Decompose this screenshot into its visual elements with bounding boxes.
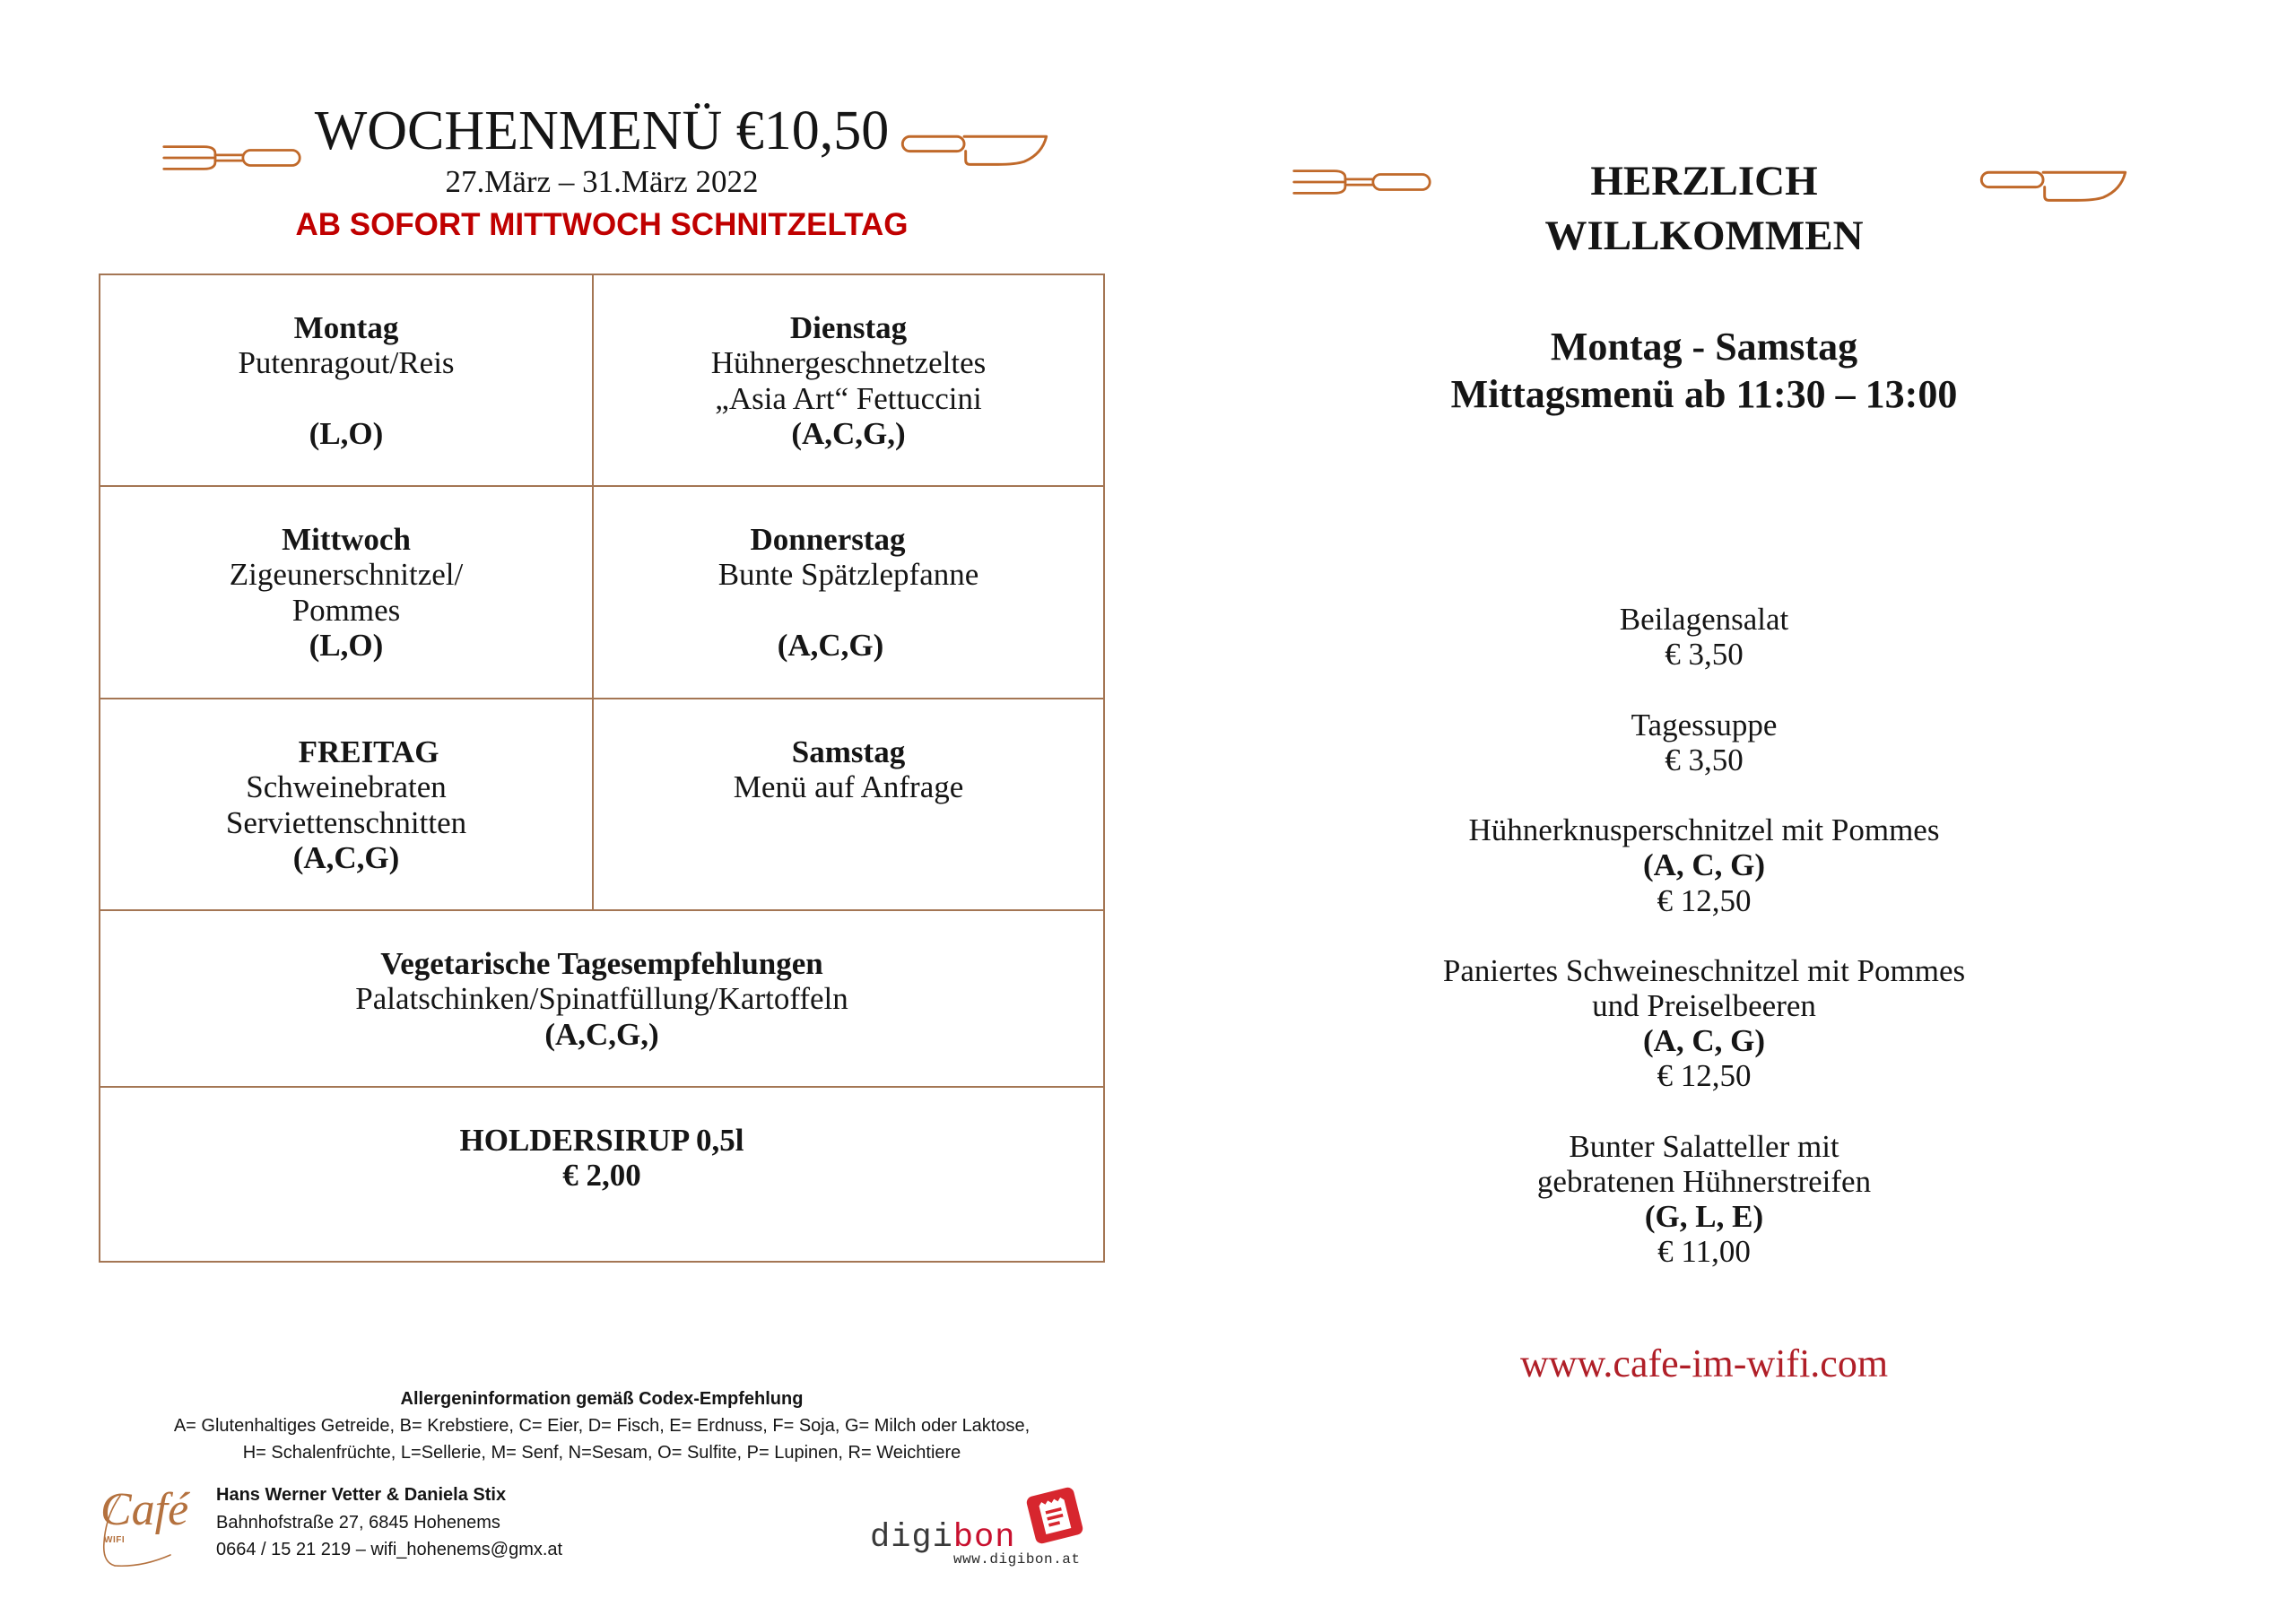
dish-line: Hühnergeschnetzeltes: [710, 345, 987, 381]
dish-line: Menü auf Anfrage: [733, 769, 964, 805]
dish-line: [594, 593, 1103, 628]
weekly-menu-title: WOCHENMENÜ €10,50: [314, 100, 890, 161]
allergen-codes: (L,O): [309, 628, 384, 664]
allergen-codes: (A,C,G,): [791, 416, 906, 452]
day-name: Dienstag: [789, 310, 908, 345]
menu-cell-samstag: [594, 699, 1103, 909]
offer-price: € 12,50: [1657, 882, 1752, 918]
offer-item: [1256, 953, 2152, 1094]
offer-name: Hühnerknusperschnitzel mit Pommes: [1468, 812, 1940, 848]
offer-name: gebratenen Hühnerstreifen: [1536, 1164, 1872, 1199]
offer-price: € 3,50: [1665, 637, 1744, 673]
knife-icon: [1979, 169, 2127, 202]
receipt-icon: [1022, 1481, 1087, 1550]
offer-name: Bunter Salatteller mit: [1569, 1128, 1839, 1164]
vegetarian-title: Vegetarische Tagesempfehlungen: [380, 946, 823, 981]
allergen-legend-line: A= Glutenhaltiges Getreide, B= Krebstiere, C= Eier, D= Fisch, E= Erdnuss, F= Soja, G= Milch oder Laktose,: [173, 1416, 1031, 1436]
table-row: [100, 698, 1103, 909]
offer-item: [1256, 708, 2152, 777]
menu-cell-dienstag: [594, 275, 1103, 485]
table-row: [100, 485, 1103, 698]
offer-item: [1256, 602, 2152, 672]
digibon-url: www.digibon.at: [953, 1551, 1081, 1568]
dish-line: Bunte Spätzlepfanne: [718, 557, 979, 593]
digibon-part1: digi: [870, 1519, 953, 1557]
allergen-information: [99, 1385, 1105, 1466]
day-name: FREITAG: [298, 734, 439, 769]
welcome-line: HERZLICH: [1590, 158, 1818, 204]
menu-cell-donnerstag: [594, 487, 1103, 698]
offer-allergens: (G, L, E): [1644, 1199, 1764, 1235]
cafe-wifi-logo: [97, 1480, 190, 1569]
menu-cell-mittwoch: [100, 487, 594, 698]
welcome-line: WILLKOMMEN: [1544, 213, 1864, 259]
digibon-part2: bon: [952, 1519, 1016, 1557]
day-name: Mittwoch: [282, 522, 411, 557]
offer-price: € 3,50: [1665, 742, 1744, 777]
opening-hours: [1256, 323, 2152, 418]
schnitzel-day-notice: AB SOFORT MITTWOCH SCHNITZELTAG: [295, 207, 909, 242]
table-row: [100, 275, 1103, 485]
owner-contact: [216, 1481, 562, 1564]
drink-name: HOLDERSIRUP 0,5l: [459, 1123, 744, 1158]
owner-phone-email: 0664 / 15 21 219 – wifi_hohenems@gmx.at: [216, 1540, 563, 1559]
logo-script: Café: [100, 1484, 189, 1535]
offer-item: [1256, 1129, 2152, 1270]
allergen-codes: (A,C,G): [777, 628, 884, 664]
allergen-codes: (A,C,G): [292, 840, 400, 876]
dish-line: Schweinebraten: [246, 769, 447, 805]
day-name: Samstag: [791, 734, 906, 769]
dish-line: Serviettenschnitten: [225, 804, 467, 840]
day-name: Donnerstag: [750, 522, 906, 557]
offer-price: € 12,50: [1657, 1058, 1752, 1094]
drink-cell: [100, 1088, 1103, 1261]
offer-name: Tagessuppe: [1631, 707, 1778, 743]
dish-line: [100, 381, 592, 416]
table-row: [100, 1086, 1103, 1261]
drink-price: € 2,00: [562, 1158, 641, 1194]
offer-price: € 11,00: [1657, 1234, 1751, 1270]
allergen-title: Allergeninformation gemäß Codex-Empfehlung: [400, 1389, 804, 1409]
offer-allergens: (A, C, G): [1642, 1023, 1766, 1059]
date-range: 27.März – 31.März 2022: [445, 164, 759, 199]
owner-names: Hans Werner Vetter & Daniela Stix: [216, 1485, 507, 1505]
dish-line: Zigeunerschnitzel/: [229, 557, 464, 593]
table-row: [100, 909, 1103, 1086]
offer-allergens: (A, C, G): [1642, 847, 1766, 883]
dish-line: Palatschinken/Spinatfüllung/Kartoffeln: [355, 981, 848, 1017]
dish-line: Putenragout/Reis: [238, 345, 455, 381]
allergen-codes: (A,C,G,): [544, 1016, 659, 1052]
logo-subtitle: WIFI: [104, 1535, 126, 1545]
opening-days: Montag - Samstag: [1550, 325, 1858, 369]
offer-item: [1256, 812, 2152, 918]
menu-cell-montag: [100, 275, 594, 485]
offer-name: Beilagensalat: [1619, 602, 1789, 637]
knife-icon: [900, 134, 1048, 166]
offer-name: und Preiselbeeren: [1592, 988, 1816, 1024]
menu-cell-freitag: [100, 699, 594, 909]
website-link[interactable]: www.cafe-im-wifi.com: [1519, 1342, 1889, 1385]
weekly-menu-table: [99, 274, 1105, 1263]
standard-menu-list: [1256, 602, 2152, 1270]
dish-line: „Asia Art“ Fettuccini: [715, 380, 982, 416]
dish-line: Pommes: [291, 592, 401, 628]
allergen-codes: (L,O): [309, 416, 384, 452]
allergen-legend-line: H= Schalenfrüchte, L=Sellerie, M= Senf, N=Sesam, O= Sulfite, P= Lupinen, R= Weichtiere: [242, 1443, 961, 1463]
owner-address: Bahnhofstraße 27, 6845 Hohenems: [216, 1512, 500, 1533]
lunch-hours: Mittagsmenü ab 11:30 – 13:00: [1450, 372, 1958, 416]
vegetarian-recommendation-cell: [100, 911, 1103, 1086]
day-name: Montag: [293, 310, 399, 345]
offer-name: Paniertes Schweineschnitzel mit Pommes: [1442, 952, 1966, 988]
